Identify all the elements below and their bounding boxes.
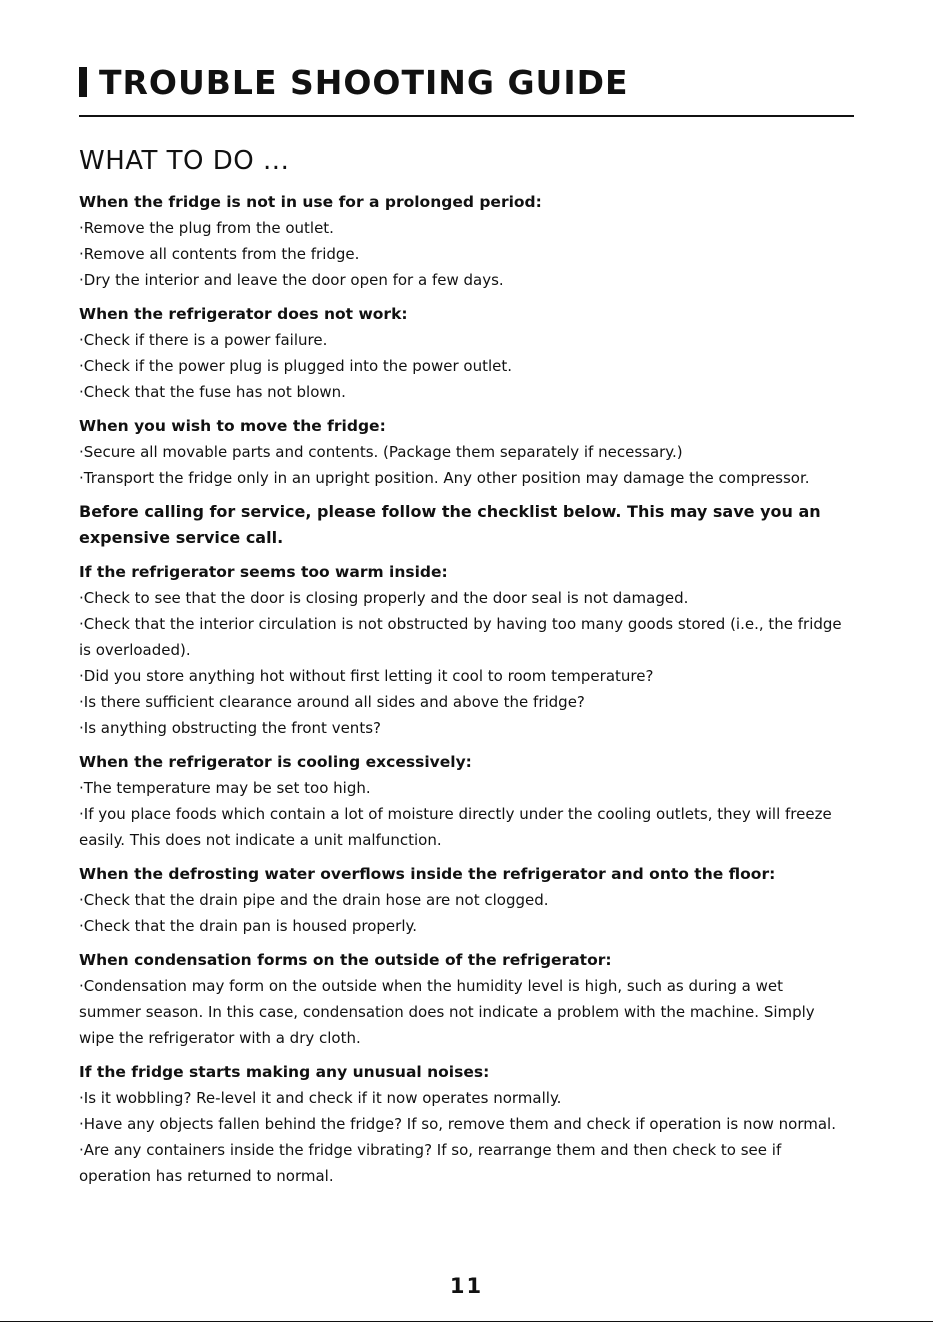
section	[79, 189, 849, 293]
page-header	[79, 62, 629, 102]
section	[79, 861, 849, 939]
section	[79, 559, 849, 741]
list-item: ·Is there sufficient clearance around all sides and above the fridge?	[79, 693, 585, 711]
list-item: ·Check to see that the door is closing properly and the door seal is not damaged.	[79, 589, 689, 607]
section-heading: When the refrigerator does not work:	[79, 305, 408, 323]
section-heading: When the refrigerator is cooling excessively:	[79, 753, 472, 771]
sections-group-a	[79, 189, 849, 491]
sections-group-b	[79, 559, 849, 1189]
page-number: 11	[449, 1274, 484, 1298]
section	[79, 1059, 849, 1189]
list-item: ·Is anything obstructing the front vents?	[79, 719, 381, 737]
list-item: ·Are any containers inside the fridge vibrating? If so, rearrange them and then check to see if operation has returned to normal.	[79, 1141, 782, 1185]
section	[79, 947, 849, 1051]
header-divider	[79, 115, 854, 117]
service-notice: Before calling for service, please follow the checklist below. This may save you an expensive service call.	[79, 502, 821, 547]
list-item: ·Is it wobbling? Re-level it and check if it now operates normally.	[79, 1089, 562, 1107]
section-heading: When the defrosting water overflows inside the refrigerator and onto the floor:	[79, 865, 776, 883]
list-item: ·Check that the interior circulation is not obstructed by having too many goods stored (i.e., the fridge is overloaded).	[79, 615, 842, 659]
section-heading: If the fridge starts making any unusual noises:	[79, 1063, 490, 1081]
title-bar-mark	[79, 67, 87, 97]
list-item: ·Secure all movable parts and contents. (Package them separately if necessary.)	[79, 443, 683, 461]
section	[79, 749, 849, 853]
list-item: ·Check if there is a power failure.	[79, 331, 328, 349]
section	[79, 413, 849, 491]
list-item: ·Condensation may form on the outside when the humidity level is high, such as during a wet summer season. In this case, condensation does not indicate a problem with the machine. Simply wipe the refrigerator with a dry cloth.	[79, 977, 815, 1047]
list-item: ·Remove all contents from the fridge.	[79, 245, 360, 263]
page-subtitle: WHAT TO DO ...	[79, 146, 290, 176]
list-item: ·Did you store anything hot without first letting it cool to room temperature?	[79, 667, 654, 685]
section-heading: When you wish to move the fridge:	[79, 417, 386, 435]
list-item: ·Check that the fuse has not blown.	[79, 383, 346, 401]
list-item: ·Transport the fridge only in an upright position. Any other position may damage the compressor.	[79, 469, 810, 487]
list-item: ·Remove the plug from the outlet.	[79, 219, 334, 237]
content-area	[79, 189, 849, 1197]
section-heading: If the refrigerator seems too warm inside:	[79, 563, 448, 581]
bottom-border	[0, 1321, 933, 1322]
list-item: ·Dry the interior and leave the door open for a few days.	[79, 271, 504, 289]
section-heading: When the fridge is not in use for a prolonged period:	[79, 193, 542, 211]
list-item: ·Check that the drain pan is housed properly.	[79, 917, 418, 935]
list-item: ·If you place foods which contain a lot of moisture directly under the cooling outlets, they will freeze easily. This does not indicate a unit malfunction.	[79, 805, 832, 849]
list-item: ·The temperature may be set too high.	[79, 779, 371, 797]
list-item: ·Have any objects fallen behind the fridge? If so, remove them and check if operation is now normal.	[79, 1115, 836, 1133]
list-item: ·Check if the power plug is plugged into the power outlet.	[79, 357, 513, 375]
section	[79, 301, 849, 405]
page-title: TROUBLE SHOOTING GUIDE	[99, 62, 629, 102]
list-item: ·Check that the drain pipe and the drain hose are not clogged.	[79, 891, 549, 909]
section-heading: When condensation forms on the outside of the refrigerator:	[79, 951, 612, 969]
